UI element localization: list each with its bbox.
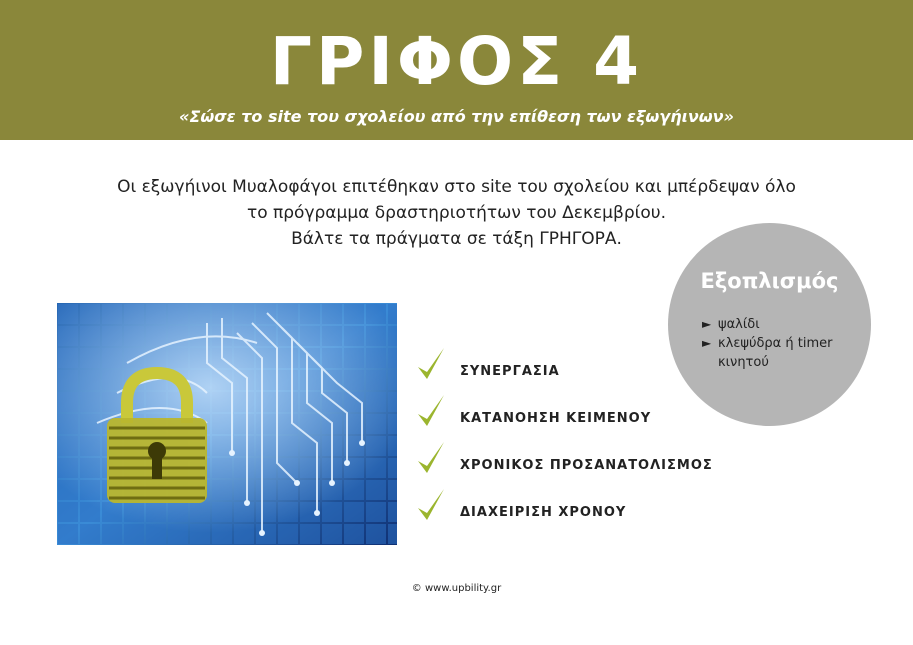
- triangle-bullet-icon: ►: [702, 317, 712, 331]
- equipment-title: Εξοπλισμός: [700, 269, 839, 293]
- page-subtitle: «Σώσε το site του σχολείου από την επίθεση των εξωγήινων»: [179, 107, 734, 126]
- skill-label: ΣΥΝΕΡΓΑΣΙΑ: [460, 364, 560, 379]
- checkmark-icon: [415, 392, 447, 430]
- list-item: [415, 392, 745, 439]
- copyright-footer: © www.upbility.gr: [411, 583, 502, 594]
- equipment-item: [702, 315, 852, 334]
- list-item: [415, 345, 745, 392]
- intro-line: το πρόγραμμα δραστηριοτήτων του Δεκεμβρίου.: [246, 203, 667, 223]
- skills-list: [415, 345, 745, 533]
- page-title: ΓΡΙΦΟΣ 4: [269, 23, 644, 100]
- triangle-bullet-icon: ►: [702, 336, 712, 350]
- checkmark-icon: [415, 345, 447, 383]
- skill-label: ΚΑΤΑΝΟΗΣΗ ΚΕΙΜΕΝΟΥ: [460, 411, 652, 426]
- intro-line: Βάλτε τα πράγματα σε τάξη ΓΡΗΓΟΡΑ.: [291, 229, 622, 249]
- checkmark-icon: [415, 439, 447, 477]
- header-banner: [0, 0, 913, 140]
- padlock-circuit-icon: [57, 303, 397, 545]
- equipment-item-label: ψαλίδι: [718, 317, 760, 332]
- checkmark-icon: [415, 486, 447, 524]
- list-item: [415, 439, 745, 486]
- skill-label: ΔΙΑΧΕΙΡΙΣΗ ΧΡΟΝΟΥ: [460, 505, 627, 520]
- skill-label: ΧΡΟΝΙΚΟΣ ΠΡΟΣΑΝΑΤΟΛΙΣΜΟΣ: [460, 458, 713, 473]
- equipment-item-label: κλεψύδρα ή timer κινητού: [718, 336, 833, 370]
- list-item: [415, 486, 745, 533]
- intro-line: Οι εξωγήινοι Μυαλοφάγοι επιτέθηκαν στο site του σχολείου και μπέρδεψαν όλο: [117, 177, 796, 197]
